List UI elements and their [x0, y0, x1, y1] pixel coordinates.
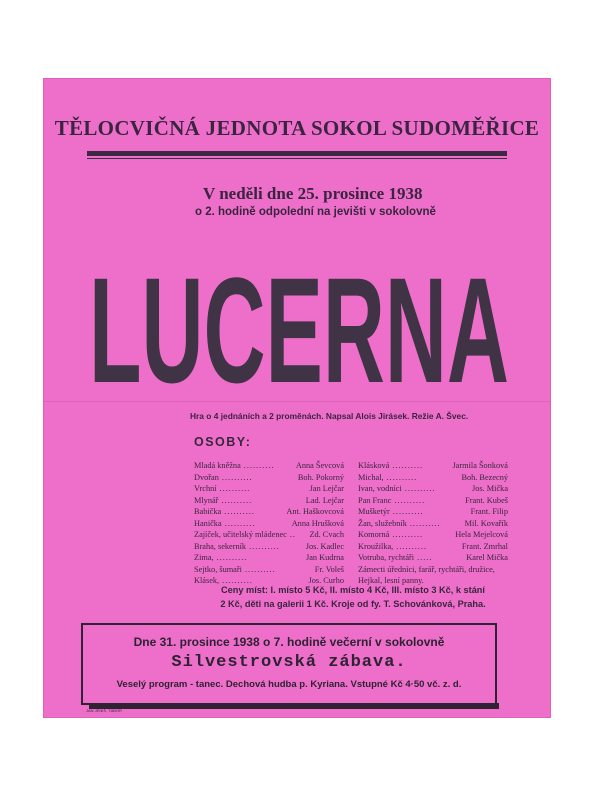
- printer-mark: JAN JENIŠ, TÁBOR: [86, 708, 122, 713]
- event-details: Veselý program - tanec. Dechová hudba p. Kyriana. Vstupné Kč 4·50 vč. z. d.: [116, 679, 462, 690]
- play-info: Hra o 4 jednáních a 2 proměnách. Napsal Alois Jirásek. Režie A. Švec.: [190, 411, 469, 421]
- cast-row: Hanička .......... Anna Hrušková: [194, 518, 344, 528]
- event-box: [81, 623, 497, 705]
- cast-row: Mlynář .......... Lad. Lejčar: [194, 495, 344, 505]
- poster-sheet: [43, 78, 551, 718]
- cast-row: Hejkal, lesní panny.: [358, 576, 424, 585]
- cast-row: Dvořan .......... Boh. Pokorný: [194, 472, 344, 482]
- prices-line-2: 2 Kč, děti na galerii 1 Kč. Kroje od fy. T. Schovánková, Praha.: [220, 599, 486, 609]
- event-title: Silvestrovská zábava.: [171, 653, 407, 672]
- cast-row: Braha, sekerník .......... Jos. Kadlec: [194, 541, 344, 551]
- cast-row: Komorná .......... Hela Mejelcová: [358, 530, 508, 539]
- play-title: [85, 224, 513, 404]
- cast-row: Ivan, vodníci .......... Jos. Mička: [358, 484, 508, 493]
- cast-row: Mladá kněžna .......... Anna Ševcová: [194, 461, 344, 470]
- cast-row: Klásková .......... Jarmila Šonková: [358, 461, 508, 470]
- event-date: Dne 31. prosince 1938 o 7. hodině večerní v sokolovně: [133, 635, 445, 649]
- date-line: V neděli dne 25. prosince 1938: [203, 184, 423, 203]
- heading-rule-thin: [87, 158, 507, 159]
- cast-row: Zámecti úředníci, farář, rychtáři, družice,: [358, 564, 495, 574]
- cast-row: Pan Franc .......... Frant. Kubeš: [358, 495, 508, 505]
- prices-line-1: Ceny míst: I. místo 5 Kč, II. místo 4 Kč, III. místo 3 Kč, k stání: [221, 585, 485, 595]
- organizer-heading: TĚLOCVIČNÁ JEDNOTA SOKOL SUDOMĚŘICE: [54, 116, 540, 140]
- ticket-prices: [195, 583, 511, 611]
- cast-list-right: [358, 460, 508, 587]
- cast-row: Babička .......... Ant. Haškovcová: [194, 507, 344, 516]
- cast-list-left: [194, 460, 344, 587]
- cast-row: Klásek, .......... Jos. Curho: [194, 576, 344, 585]
- cast-row: Zima, .......... Jan Kudrna: [194, 553, 344, 562]
- cast-row: Sejtko, šumaři .......... Fr. Voleš: [194, 564, 344, 574]
- cast-row: Žan, služebník .......... Mil. Kovařík: [358, 518, 508, 528]
- cast-row: Zajíček, učitelský mládenec .. Zd. Cvach: [194, 530, 344, 539]
- cast-row: Vrchní .......... Jan Lejčar: [194, 484, 344, 493]
- heading-rule: [87, 151, 507, 156]
- cast-heading: OSOBY:: [194, 435, 252, 449]
- cast-row: Kroužilka, .......... Frant. Zmrhal: [358, 541, 508, 551]
- cast-row: Votruba, rychtáři ..... Karel Mička: [358, 553, 508, 562]
- play-title-text: LUCERNA: [89, 246, 509, 404]
- time-line: o 2. hodině odpolední na jevišti v sokolovně: [195, 206, 436, 218]
- cast-row: Michal, .......... Boh. Bezecný: [358, 472, 508, 482]
- cast-row: Mušketýr .......... Frant. Filip: [358, 507, 508, 516]
